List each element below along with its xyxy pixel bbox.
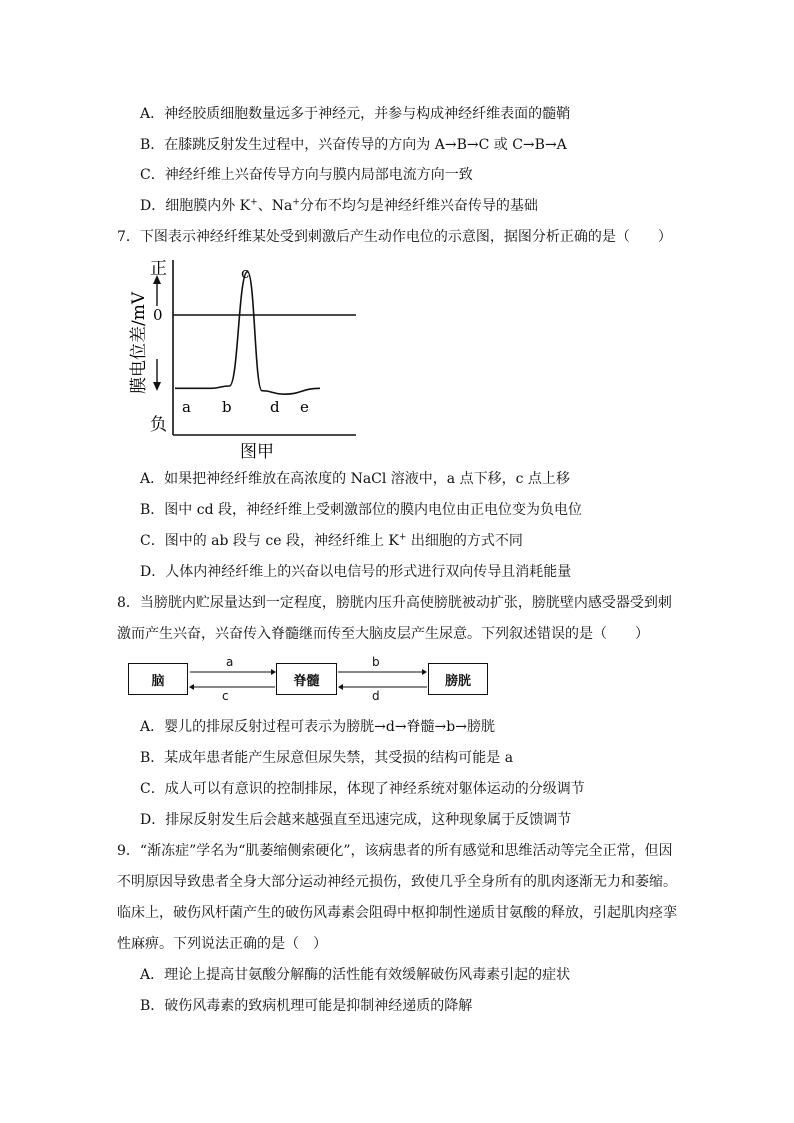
- q9-stem-line1: 9．“渐冻症”学名为“肌萎缩侧索硬化”，该病患者的所有感觉和思维活动等完全正常，但因: [117, 843, 673, 859]
- action-potential-curve: [175, 272, 320, 395]
- q9-stem-line2: 不明原因导致患者全身大部分运动神经元损伤，致使几乎全身所有的肌肉逐渐无力和萎缩。: [117, 874, 677, 890]
- flow-label-c: c: [222, 689, 229, 703]
- q8-option-d: D．排尿反射发生后会越来越强直至迅速完成，这种现象属于反馈调节: [140, 812, 572, 828]
- flow-label-d: d: [372, 689, 380, 703]
- q6-option-d: D．细胞膜内外 K+、Na+分布不均匀是神经纤维兴奋传导的基础: [140, 197, 538, 214]
- q8-option-c: C．成人可以有意识的控制排尿，体现了神经系统对躯体运动的分级调节: [140, 781, 585, 797]
- flow-label-b: b: [372, 655, 380, 669]
- q6-option-a: A．神经胶质细胞数量远多于神经元，并参与构成神经纤维表面的髓鞘: [140, 106, 571, 122]
- q7-option-b: B．图中 cd 段，神经纤维上受刺激部位的膜内电位由正电位变为负电位: [140, 502, 582, 518]
- point-label-e: e: [300, 398, 309, 416]
- point-label-a: a: [182, 398, 191, 416]
- zero-label: 0: [153, 306, 163, 324]
- y-bottom-label: 负: [150, 415, 167, 435]
- arrow-d-icon: [338, 684, 343, 690]
- arrow-a-icon: [271, 669, 276, 675]
- q8-stem-line2: 激而产生兴奋，兴奋传入脊髓继而传至大脑皮层产生尿意。下列叙述错误的是（ ）: [117, 626, 649, 642]
- q9-stem-line3: 临床上，破伤风杆菌产生的破伤风毒素会阻碍中枢抑制性递质甘氨酸的释放，引起肌肉痉挛: [117, 905, 677, 921]
- q6-option-c: C．神经纤维上兴奋传导方向与膜内局部电流方向一致: [140, 167, 473, 183]
- node-spinal-cord: 脊髓: [276, 663, 337, 695]
- q7-option-c: C．图中的 ab 段与 ce 段，神经纤维上 K+ 出细胞的方式不同: [140, 532, 523, 549]
- y-top-label: 正: [150, 259, 167, 279]
- q7-stem: 7．下图表示神经纤维某处受到刺激后产生动作电位的示意图，据图分析正确的是（ ）: [117, 229, 672, 245]
- q6-option-b: B．在膝跳反射发生过程中，兴奋传导的方向为 A→B→C 或 C→B→A: [140, 137, 567, 153]
- q7-option-a: A．如果把神经纤维放在高浓度的 NaCl 溶液中，a 点下移，c 点上移: [140, 471, 570, 487]
- node-brain: 脑: [128, 663, 188, 695]
- y-axis-label: 膜电位差/mV: [129, 291, 149, 394]
- q7-option-d: D．人体内神经纤维上的兴奋以电信号的形式进行双向传导且消耗能量: [140, 564, 572, 580]
- q9-option-a: A．理论上提高甘氨酸分解酶的活性能有效缓解破伤风毒素引起的症状: [140, 967, 571, 983]
- chart-title: 图甲: [240, 442, 274, 462]
- q8-option-a: A．婴儿的排尿反射过程可表示为膀胱→d→脊髓→b→膀胱: [140, 719, 495, 735]
- q8-option-b: B．某成年患者能产生尿意但尿失禁，其受损的结构可能是 a: [140, 750, 514, 766]
- arrow-down-icon: [153, 382, 161, 391]
- action-potential-chart: [120, 254, 360, 464]
- point-label-c: c: [241, 264, 250, 282]
- arrow-b-icon: [422, 669, 427, 675]
- q9-option-b: B．破伤风毒素的致病机理可能是抑制神经递质的降解: [140, 998, 473, 1014]
- q9-stem-line4: 性麻痹。下列说法正确的是（ ）: [117, 936, 327, 952]
- flow-label-a: a: [226, 655, 234, 669]
- arrow-c-icon: [189, 684, 194, 690]
- point-label-d: d: [270, 398, 280, 416]
- point-label-b: b: [222, 398, 232, 416]
- node-bladder: 膀胱: [428, 663, 488, 695]
- q8-stem-line1: 8．当膀胱内贮尿量达到一定程度，膀胱内压升高使膀胱被动扩张，膀胱壁内感受器受到刺: [117, 595, 672, 611]
